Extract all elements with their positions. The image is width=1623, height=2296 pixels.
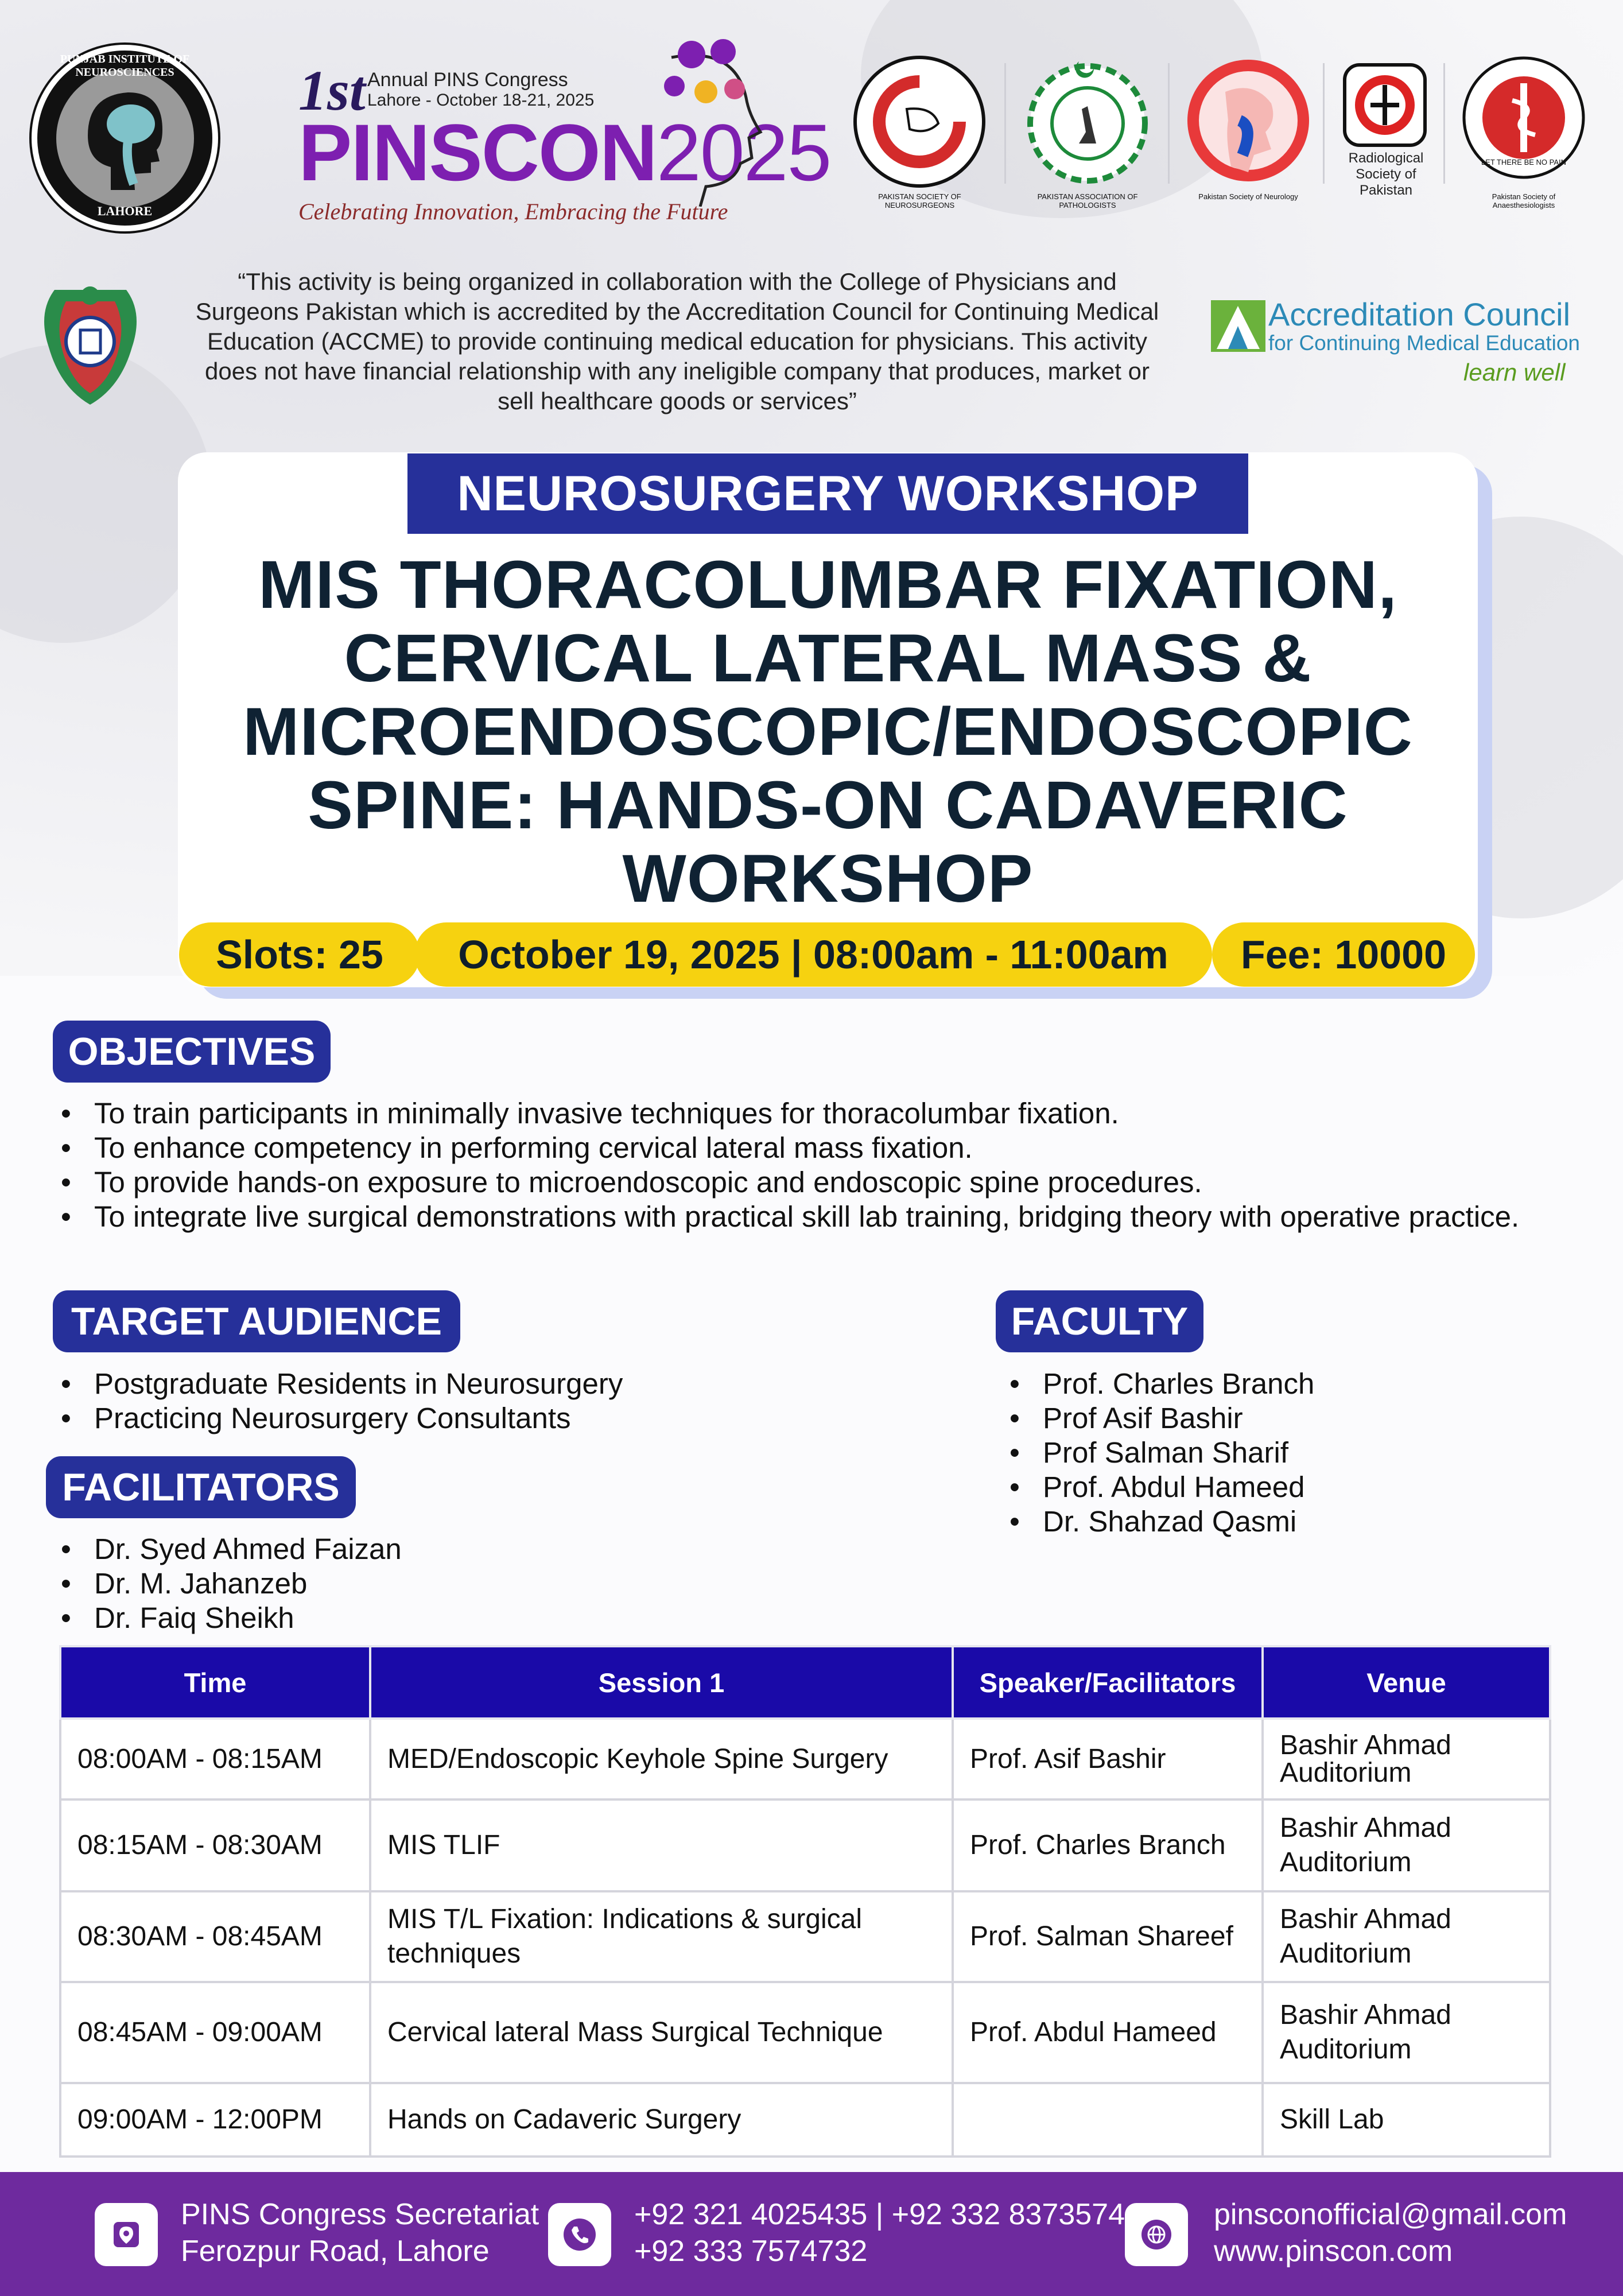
accreditation-notice: “This activity is being organized in collaboration with the College of Physicians and Surgeons Pakistan which is accredited by the Accreditation Council for Continuing Medical Education (ACCME) to provide continuing medical education for physicians. This activity does not have financial relationship with any ineligible company that produces, market or sell healthcare goods or services” — [195, 268, 1159, 414]
location-icon — [95, 2203, 158, 2266]
footer — [0, 2172, 1623, 2296]
table-cell: 08:00AM - 08:15AM — [60, 1719, 370, 1799]
congress-line1: Annual PINS Congress — [367, 69, 568, 91]
table-row — [60, 1719, 1550, 1799]
phone-icon — [548, 2203, 611, 2266]
accme-title: Accreditation Council — [1268, 296, 1571, 332]
target-audience-list — [53, 1367, 914, 1436]
schedule-table — [59, 1645, 1551, 2158]
list-item: • Postgraduate Residents in Neurosurgery — [53, 1367, 914, 1401]
congress-line2: Lahore - October 18-21, 2025 — [367, 91, 595, 110]
list-item: • Dr. Shahzad Qasmi — [1001, 1504, 1575, 1539]
column-header: Venue — [1263, 1646, 1550, 1719]
objectives-list — [53, 1096, 1522, 1234]
pins-logo-top-text: PUNJAB INSTITUTE OF NEUROSCIENCES — [60, 53, 190, 79]
divider — [1168, 63, 1170, 184]
list-item: • To provide hands-on exposure to microendoscopic and endoscopic spine procedures. — [53, 1165, 1522, 1200]
table-cell: Bashir Ahmad Auditorium — [1263, 1982, 1550, 2083]
table-cell: Skill Lab — [1263, 2083, 1550, 2157]
table-row — [60, 1799, 1550, 1891]
partner-4-name: Radiological Society of Pakistan — [1348, 150, 1424, 198]
table-cell: 09:00AM - 12:00PM — [60, 2083, 370, 2157]
address-line1: PINS Congress Secretariat — [181, 2198, 539, 2231]
fee-badge: Fee: 10000 — [1212, 922, 1475, 987]
website-link[interactable]: www.pinscon.com — [1214, 2235, 1453, 2268]
table-cell: 08:30AM - 08:45AM — [60, 1891, 370, 1982]
table-cell: Cervical lateral Mass Surgical Technique — [370, 1982, 953, 2083]
list-item: • Prof. Abdul Hameed — [1001, 1470, 1575, 1504]
head-silhouette-icon — [56, 69, 194, 207]
column-header: Session 1 — [370, 1646, 953, 1719]
list-item: • To enhance competency in performing cervical lateral mass fixation. — [53, 1131, 1522, 1165]
partner-5-motto: LET THERE BE NO PAIN — [1481, 158, 1567, 166]
partner-5-name: Pakistan Society of Anaesthesiologists — [1492, 192, 1556, 210]
list-item: • Dr. Syed Ahmed Faizan — [53, 1532, 914, 1566]
facilitators-list — [53, 1532, 914, 1635]
partner-logo-neurosurgeons — [852, 55, 987, 189]
list-item: • Prof Salman Sharif — [1001, 1436, 1575, 1470]
phone-line1[interactable]: +92 321 4025435 | +92 332 8373574 — [634, 2198, 1125, 2231]
email-link[interactable]: pinsconofficial@gmail.com — [1214, 2198, 1567, 2231]
partner-1-name: PAKISTAN SOCIETY OF NEUROSURGEONS — [878, 192, 961, 210]
congress-ordinal: 1st — [298, 59, 366, 122]
head-profile-icon — [620, 34, 769, 207]
table-cell: 08:15AM - 08:30AM — [60, 1799, 370, 1891]
congress-tagline: Celebrating Innovation, Embracing the Future — [298, 199, 728, 224]
phone-line2[interactable]: +92 333 7574732 — [634, 2235, 868, 2268]
accme-subtitle: for Continuing Medical Education — [1268, 331, 1580, 355]
table-cell: 08:45AM - 09:00AM — [60, 1982, 370, 2083]
list-item: • Prof. Charles Branch — [1001, 1367, 1575, 1401]
divider — [1323, 63, 1325, 184]
list-item: • Practicing Neurosurgery Consultants — [53, 1401, 914, 1436]
table-cell: Bashir Ahmad Auditorium — [1263, 1799, 1550, 1891]
objectives-heading: OBJECTIVES — [53, 1021, 331, 1083]
table-header-row — [60, 1646, 1550, 1719]
congress-logo — [298, 52, 831, 224]
table-row — [60, 1891, 1550, 1982]
list-item: • Dr. Faiq Sheikh — [53, 1601, 914, 1635]
congress-name-text: PINSCON — [298, 107, 657, 197]
table-cell: Hands on Cadaveric Surgery — [370, 2083, 953, 2157]
table-cell: Prof. Abdul Hameed — [953, 1982, 1263, 2083]
table-cell: Bashir Ahmad Auditorium — [1263, 1719, 1550, 1799]
table-cell: MED/Endoscopic Keyhole Spine Surgery — [370, 1719, 953, 1799]
accme-mark-icon — [1211, 300, 1265, 352]
column-header: Speaker/Facilitators — [953, 1646, 1263, 1719]
table-cell: Bashir Ahmad Auditorium — [1263, 1891, 1550, 1982]
table-row — [60, 1982, 1550, 2083]
faculty-heading: FACULTY — [996, 1290, 1203, 1352]
datetime-badge: October 19, 2025 | 08:00am - 11:00am — [414, 922, 1212, 987]
faculty-list — [1001, 1367, 1575, 1539]
table-cell: MIS T/L Fixation: Indications & surgical techniques — [370, 1891, 953, 1982]
table-cell: Prof. Asif Bashir — [953, 1719, 1263, 1799]
table-cell: MIS TLIF — [370, 1799, 953, 1891]
address-line2: Ferozpur Road, Lahore — [181, 2235, 490, 2268]
pins-logo-bottom-text: LAHORE — [97, 204, 153, 218]
table-cell — [953, 2083, 1263, 2157]
slots-badge: Slots: 25 — [179, 922, 420, 987]
globe-icon — [1125, 2203, 1188, 2266]
divider — [1004, 63, 1006, 184]
cpsp-crest — [32, 278, 149, 408]
accme-logo — [1211, 290, 1590, 405]
list-item: • To train participants in minimally invasive techniques for thoracolumbar fixation. — [53, 1096, 1522, 1131]
column-header: Time — [60, 1646, 370, 1719]
table-cell: Prof. Salman Shareef — [953, 1891, 1263, 1982]
list-item: • Prof Asif Bashir — [1001, 1401, 1575, 1436]
workshop-title: MIS THORACOLUMBAR FIXATION, CERVICAL LATERAL MASS & MICROENDOSCOPIC/ENDOSCOPIC SPINE: HANDS-ON CADAVERIC WORKSHOP — [243, 547, 1413, 917]
partner-3-name: Pakistan Society of Neurology — [1198, 192, 1298, 201]
accme-tagline: learn well — [1463, 359, 1566, 386]
list-item: • Dr. M. Jahanzeb — [53, 1566, 914, 1601]
partner-2-name: PAKISTAN ASSOCIATION OF PATHOLOGISTS — [1037, 192, 1138, 210]
target-audience-heading: TARGET AUDIENCE — [53, 1290, 460, 1352]
workshop-label: NEUROSURGERY WORKSHOP — [407, 453, 1248, 534]
table-cell: Prof. Charles Branch — [953, 1799, 1263, 1891]
table-row — [60, 2083, 1550, 2157]
list-item: • To integrate live surgical demonstrations with practical skill lab training, bridging theory with operative practice. — [53, 1200, 1522, 1234]
congress-year: 2025 — [656, 107, 831, 197]
partner-logo-pathologists — [1022, 55, 1154, 187]
facilitators-heading: FACILITATORS — [46, 1456, 356, 1518]
divider — [1443, 63, 1445, 184]
partner-logo-neurology — [1185, 57, 1311, 184]
partner-logo-radiological — [1342, 62, 1428, 148]
